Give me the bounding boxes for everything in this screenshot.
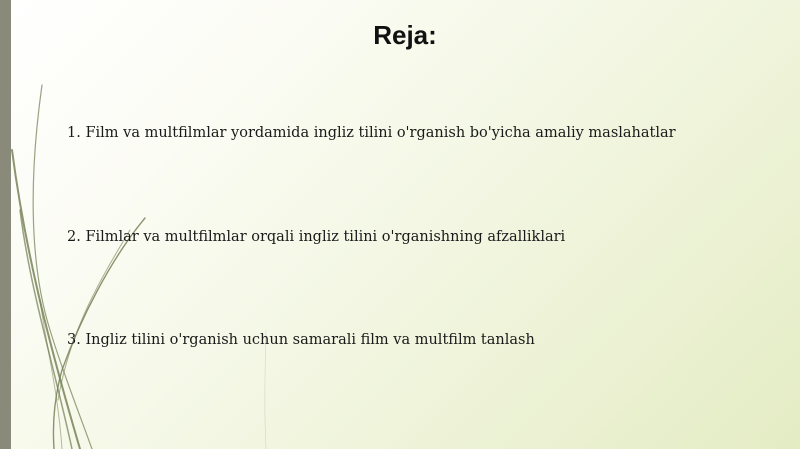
plan-item-1: 1. Film va multfilmlar yordamida ingliz tilini o'rganish bo'yicha amaliy maslahatlar xyxy=(67,125,676,141)
slide-title: Reja: xyxy=(373,20,437,50)
plan-item-3: 3. Ingliz tilini o'rganish uchun samarali film va multfilm tanlash xyxy=(67,332,535,348)
plan-item-2: 2. Filmlar va multfilmlar orqali ingliz tilini o'rganishning afzalliklari xyxy=(67,229,566,245)
